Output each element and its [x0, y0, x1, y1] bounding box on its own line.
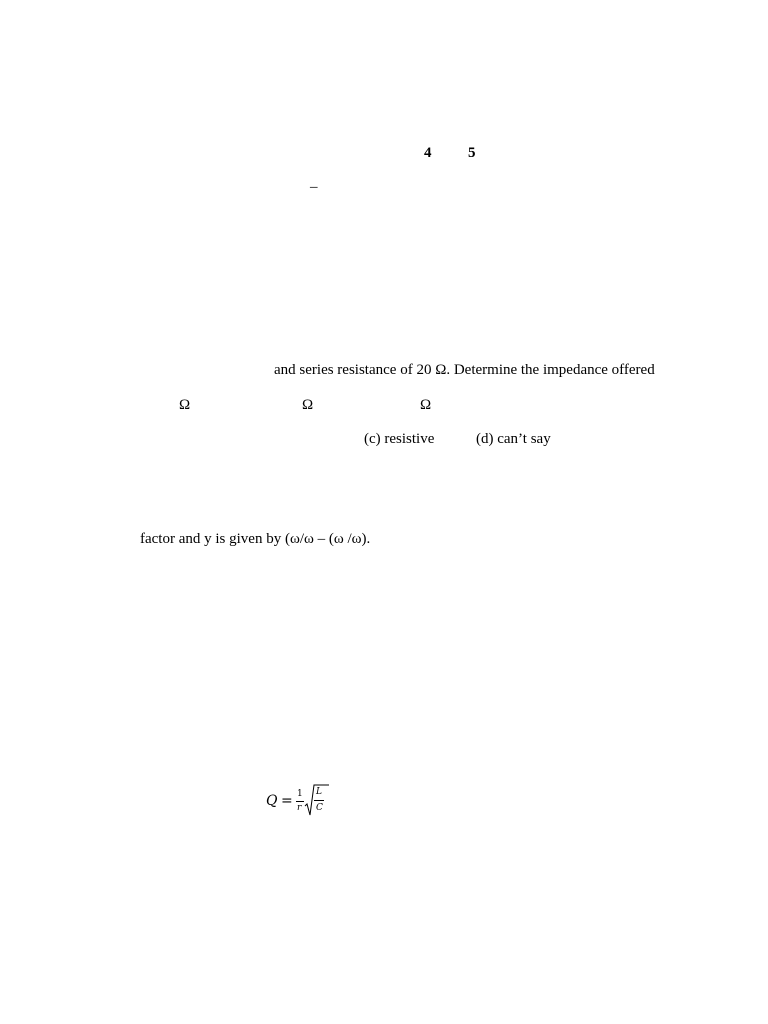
formula-denominator: r [297, 803, 302, 813]
q-factor-formula [264, 784, 334, 818]
formula-l: L [316, 787, 322, 797]
formula-q: Q [266, 793, 278, 809]
omega-symbol-c: Ω [420, 397, 432, 413]
formula-fraction-bar [296, 801, 304, 802]
option-c: (c) resistive [364, 431, 435, 447]
question-1-text: and series resistance of 20 Ω. Determine the impedance offered [274, 362, 655, 378]
page-number-5: 5 [468, 145, 476, 161]
formula-numerator: 1 [297, 789, 303, 799]
dash-mark: – [310, 179, 318, 195]
page-number-4: 4 [424, 145, 432, 161]
question-2-text: factor and y is given by (ω/ω – (ω /ω). [140, 531, 371, 547]
formula-inner-fraction-bar [314, 800, 324, 801]
option-d: (d) can’t say [476, 431, 551, 447]
formula-c: C [316, 803, 323, 813]
omega-symbol-b: Ω [302, 397, 314, 413]
formula-equals: = [281, 793, 293, 809]
omega-symbol-a: Ω [179, 397, 191, 413]
